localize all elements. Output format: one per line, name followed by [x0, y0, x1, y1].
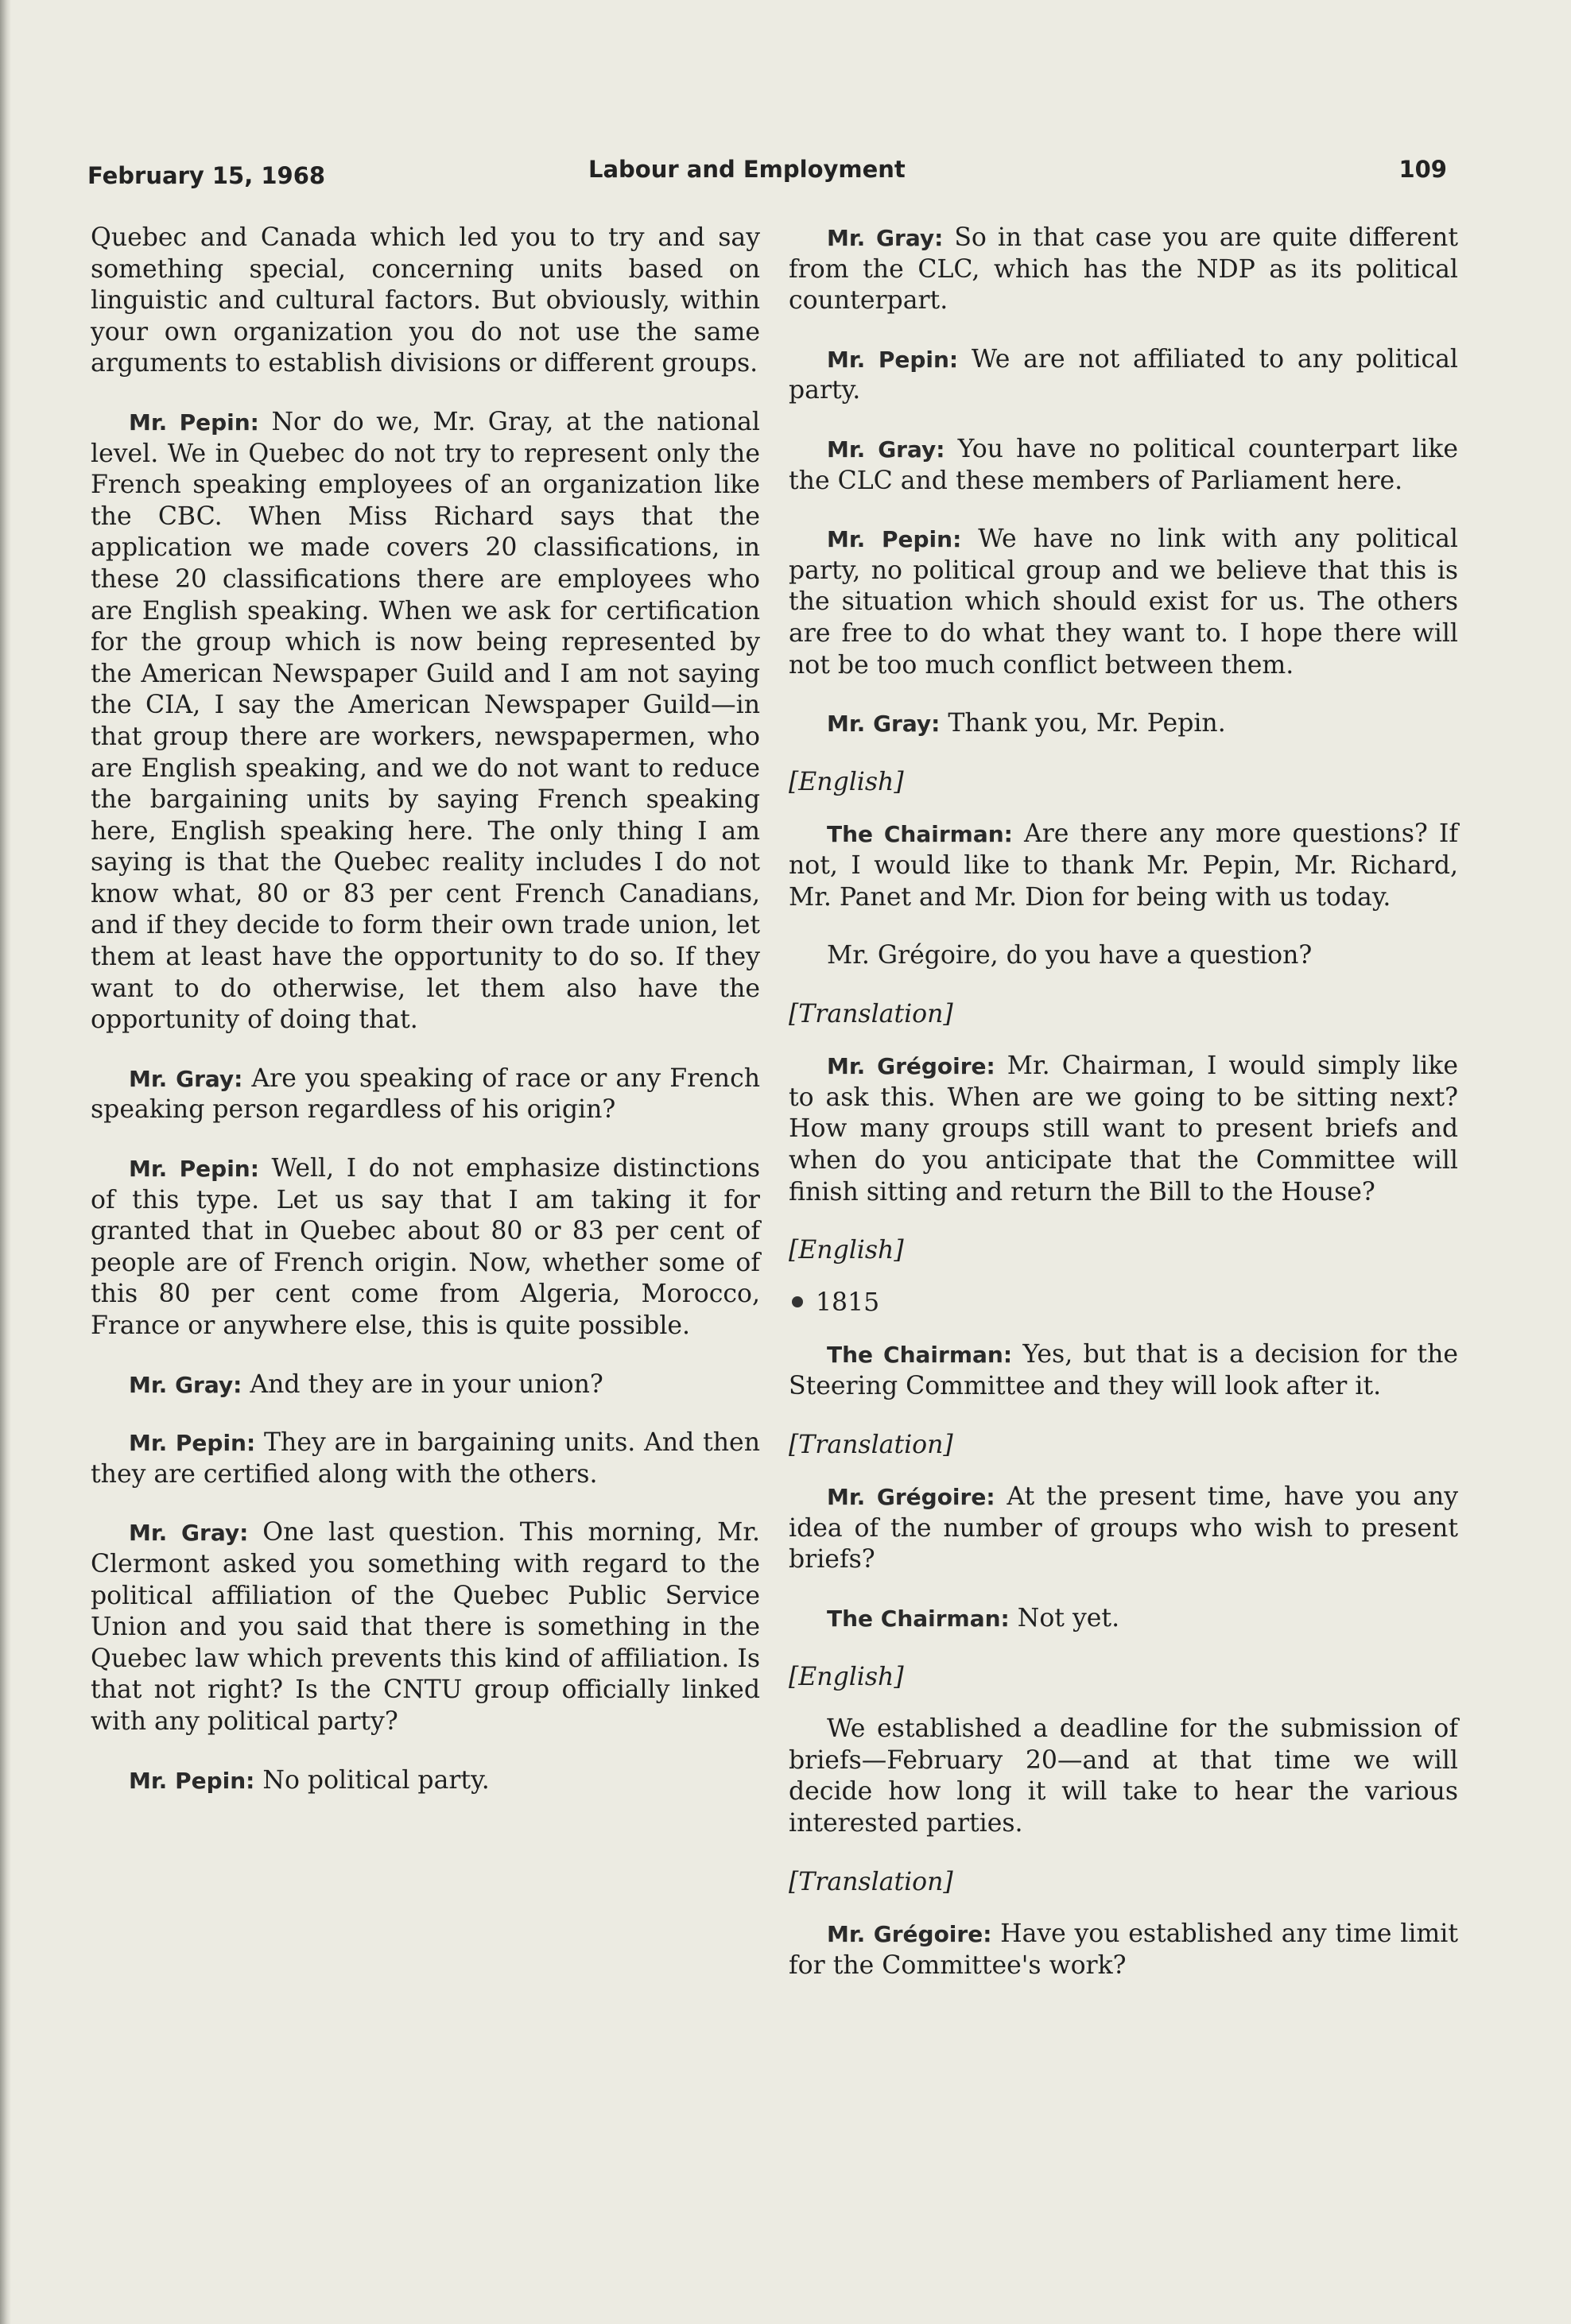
header-title: Labour and Employment — [588, 156, 906, 183]
language-marker: [Translation] — [789, 999, 953, 1028]
paragraph — [789, 434, 1458, 497]
paragraph-text: So in that case you are quite different from the CLC, which has the NDP as its political counterpart. — [789, 223, 1458, 316]
speaker-name: Mr. Gray: — [129, 1520, 249, 1547]
speaker-name: The Chairman: — [827, 1605, 1010, 1632]
language-marker: [Translation] — [789, 1867, 953, 1896]
speaker-name: The Chairman: — [827, 821, 1013, 848]
paragraph-text: No political party. — [262, 1765, 490, 1795]
paragraph — [789, 940, 1458, 972]
speaker-name: Mr. Gray: — [827, 436, 945, 463]
speaker-name: Mr. Pepin: — [129, 1430, 256, 1457]
paragraph — [789, 223, 1458, 317]
paragraph — [91, 1063, 760, 1126]
paragraph-text: Mr. Chairman, I would simply like to ask this. When are we going to be sitting next? How many groups still want to present briefs and when do you anticipate that the Committee will finish sitting and return the Bill to the House? — [789, 1052, 1459, 1207]
paragraph — [91, 1427, 760, 1490]
time-stamp: 1815 — [816, 1288, 880, 1317]
paragraph — [789, 819, 1458, 913]
paragraph-text: We are not affiliated to any political party. — [789, 344, 1458, 405]
left-column — [91, 223, 760, 1823]
paragraph — [789, 1051, 1458, 1208]
paragraph-text: Thank you, Mr. Pepin. — [948, 709, 1226, 738]
speaker-name: Mr. Gray: — [129, 1371, 242, 1398]
language-marker: [English] — [789, 1236, 904, 1265]
language-marker: [Translation] — [789, 1430, 953, 1459]
paragraph — [789, 524, 1458, 681]
paragraph-text: At the present time, have you any idea of the number of groups who wish to present briefs? — [789, 1482, 1459, 1575]
speaker-name: Mr. Pepin: — [827, 526, 962, 553]
speaker-name: Mr. Gray: — [827, 225, 944, 251]
speaker-name: Mr. Pepin: — [129, 1156, 259, 1183]
paragraph-text: Mr. Grégoire, do you have a question? — [827, 941, 1313, 970]
paragraph — [91, 1765, 760, 1797]
paragraph-text: Are there any more questions? If not, I would like to thank Mr. Pepin, Mr. Richard, Mr. Panet and Mr. Dion for being with us today. — [789, 819, 1458, 912]
speaker-name: Mr. Grégoire: — [827, 1921, 992, 1948]
paragraph — [789, 1919, 1458, 1981]
language-marker: [English] — [789, 1662, 904, 1691]
speaker-name: Mr. Gray: — [827, 711, 941, 738]
paragraph — [91, 1517, 760, 1737]
speaker-name: The Chairman: — [827, 1342, 1013, 1369]
speaker-name: Mr. Gray: — [129, 1065, 243, 1092]
paragraph — [789, 344, 1458, 407]
speaker-name: Mr. Pepin: — [827, 346, 959, 373]
speaker-name: Mr. Pepin: — [129, 409, 259, 436]
paragraph — [789, 1714, 1458, 1839]
paragraph — [91, 1369, 760, 1401]
paragraph — [789, 1339, 1458, 1402]
bullet-icon — [792, 1296, 803, 1307]
paragraph — [789, 1482, 1458, 1576]
paragraph-text: We established a deadline for the submission of briefs—February 20—and at that time we will decide how long it will take to hear the various interested parties. — [789, 1714, 1458, 1838]
paragraph — [91, 1153, 760, 1342]
time-marker — [789, 1288, 1458, 1319]
paragraph-text: We have no link with any political party, no political group and we believe that this is the situation which should exist for us. The others are free to do what they want to. I hope there will not be too much conflict between them. — [789, 525, 1458, 680]
paragraph-text: Nor do we, Mr. Gray, at the national level. We in Quebec do not try to represent only the French speaking employees of an organization like the CBC. When Miss Richard says that the application we made covers 20 classifications, in these 20 classifications there are employees who are English speaking. When we ask for certification for the group which is now being represented by the American Newspaper Guild and I am not saying the CIA, I say the American Newspaper Guild—in that group there are workers, newspapermen, who are English speaking, and we do not want to reduce the bargaining units by saying French speaking here, English speaking here. The only thing I am saying is that the Quebec reality includes I do not know what, 80 or 83 per cent French Canadians, and if they decide to form their own trade union, let them at least have the opportunity to do so. If they want to do otherwise, let them also have the opportunity of doing that. — [91, 407, 760, 1035]
paragraph-text: Are you speaking of race or any French speaking person regardless of his origin? — [91, 1063, 760, 1125]
paragraph-text: Not yet. — [1017, 1604, 1120, 1633]
paragraph-text: Well, I do not emphasize distinctions of this type. Let us say that I am taking it for granted that in Quebec about 80 or 83 per cent of people are of French origin. Now, whether some of this 80 per cent come from Algeria, Morocco, France or anywhere else, this is quite possible. — [91, 1154, 760, 1340]
paragraph-text: Yes, but that is a decision for the Steering Committee and they will look after it. — [789, 1340, 1459, 1401]
speaker-name: Mr. Grégoire: — [827, 1053, 995, 1080]
paragraph-text: And they are in your union? — [250, 1369, 603, 1399]
page-header — [87, 156, 1447, 196]
paragraph-text: You have no political counterpart like the CLC and these members of Parliament here. — [789, 434, 1459, 495]
paragraph-text: Have you established any time limit for the Committee's work? — [789, 1919, 1459, 1980]
paragraph — [789, 1603, 1458, 1635]
paragraph — [91, 223, 760, 380]
paragraph — [789, 708, 1458, 740]
paragraph-text: Quebec and Canada which led you to try and say something special, concerning units based on linguistic and cultural factors. But obviously, within your own organization you do not use the same arguments to establish divisions or different groups. — [91, 223, 760, 378]
right-column — [789, 223, 1458, 2008]
paragraph — [91, 407, 760, 1036]
header-date: February 15, 1968 — [87, 162, 326, 189]
speaker-name: Mr. Grégoire: — [827, 1484, 995, 1511]
language-marker: [English] — [789, 767, 904, 796]
speaker-name: Mr. Pepin: — [129, 1767, 255, 1794]
page-edge-shadow — [0, 0, 11, 2324]
paragraph-text: They are in bargaining units. And then they are certified along with the others. — [91, 1428, 760, 1489]
page-number: 109 — [1398, 156, 1447, 183]
paragraph-text: One last question. This morning, Mr. Clermont asked you something with regard to the political affiliation of the Quebec Public Service Union and you said that there is something in the Quebec law which prevents this kind of affiliation. Is that not right? Is the CNTU group officially linked with any political party? — [91, 1518, 761, 1736]
